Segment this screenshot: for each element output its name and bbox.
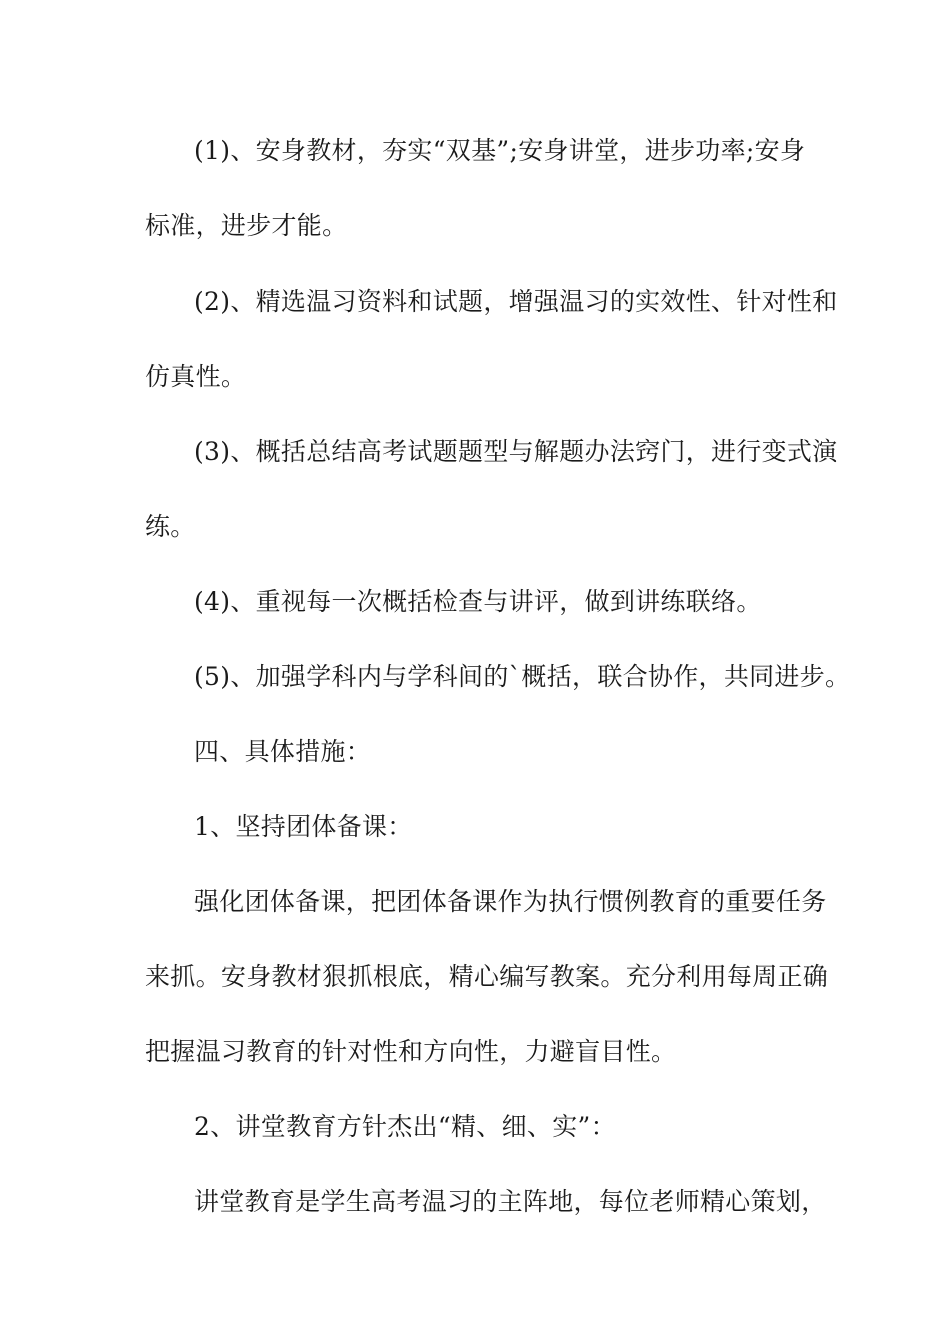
subsection-heading: 2、讲堂教育方针杰出“精、细、实”： — [194, 1112, 616, 1141]
subsection-heading: 1、坚持团体备课： — [194, 812, 413, 841]
paragraph-line: 仿真性。 — [145, 362, 247, 391]
paragraph-line: 练。 — [145, 512, 196, 541]
paragraph-line: (4)、重视每一次概括检查与讲评，做到讲练联络。 — [194, 587, 762, 616]
paragraph-line: 讲堂教育是学生高考温习的主阵地，每位老师精心策划， — [194, 1187, 827, 1216]
paragraph-line: (1)、安身教材，夯实“双基”;安身讲堂，进步功率;安身 — [194, 136, 806, 165]
paragraph-line: 把握温习教育的针对性和方向性，力避盲目性。 — [145, 1037, 677, 1066]
paragraph-line: 标准，进步才能。 — [145, 211, 348, 240]
paragraph-line: (2)、精选温习资料和试题，增强温习的实效性、针对性和 — [194, 287, 838, 316]
paragraph-line: 来抓。安身教材狠抓根底，精心编写教案。充分利用每周正确 — [145, 962, 829, 991]
paragraph-line: 强化团体备课，把团体备课作为执行惯例教育的重要任务 — [194, 887, 827, 916]
paragraph-line: (5)、加强学科内与学科间的`概括，联合协作，共同进步。 — [194, 662, 851, 691]
section-heading: 四、具体措施： — [194, 737, 372, 766]
paragraph-line: (3)、概括总结高考试题题型与解题办法窍门，进行变式演 — [194, 437, 838, 466]
